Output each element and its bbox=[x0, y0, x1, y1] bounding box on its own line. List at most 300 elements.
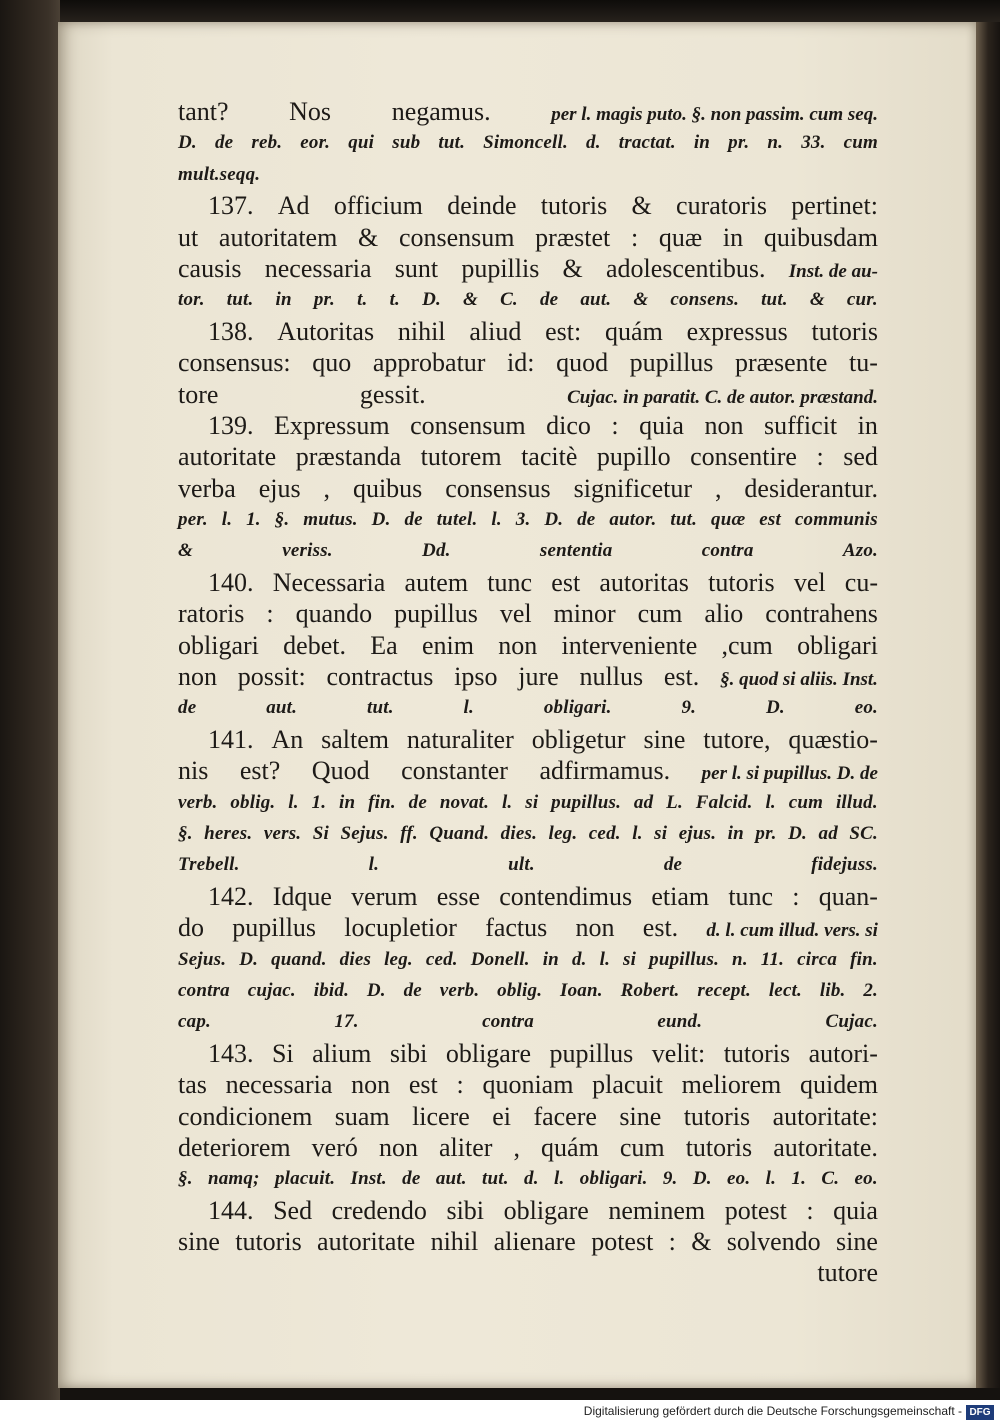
text-line bbox=[178, 535, 878, 566]
word: §. bbox=[274, 509, 290, 531]
word: 143. bbox=[208, 1038, 254, 1068]
word: : bbox=[816, 442, 824, 472]
word: quia bbox=[833, 1195, 878, 1225]
word: ff. bbox=[400, 822, 418, 844]
word: fin. bbox=[368, 791, 396, 813]
word: 11. bbox=[760, 948, 785, 970]
text-line bbox=[178, 598, 878, 629]
word: : bbox=[456, 1070, 464, 1100]
word: deteriorem bbox=[178, 1132, 291, 1162]
word: de bbox=[403, 979, 422, 1001]
word: in bbox=[727, 822, 744, 844]
word: ut bbox=[178, 222, 199, 252]
word: D. bbox=[366, 979, 386, 1001]
word: necessaria bbox=[264, 253, 372, 283]
word: l. bbox=[765, 1168, 777, 1190]
text-line bbox=[178, 849, 878, 880]
word: l. bbox=[554, 1168, 565, 1190]
word: contra bbox=[482, 1011, 534, 1033]
word: nis bbox=[178, 756, 209, 786]
word: namq; bbox=[207, 1168, 260, 1190]
word: recept. bbox=[697, 979, 751, 1001]
word: D. bbox=[544, 509, 564, 531]
word: necessaria bbox=[225, 1070, 333, 1100]
word: 139. bbox=[208, 410, 254, 440]
text-line bbox=[178, 316, 878, 347]
word: tut. bbox=[226, 289, 254, 311]
word: placuit bbox=[592, 1070, 663, 1100]
word: sed bbox=[843, 442, 878, 472]
word: negamus. bbox=[391, 97, 491, 126]
word: quæstio- bbox=[788, 724, 878, 754]
word: potest bbox=[591, 1227, 654, 1257]
word: de bbox=[178, 697, 197, 719]
word: ced. bbox=[588, 822, 621, 844]
word: sine bbox=[619, 1101, 662, 1131]
word: solvendo bbox=[726, 1227, 821, 1257]
word: 33. bbox=[801, 132, 826, 154]
word: Quand. bbox=[429, 822, 490, 844]
word: quod bbox=[556, 348, 609, 378]
word: tutore, bbox=[703, 724, 771, 754]
word: est. bbox=[642, 913, 679, 943]
word: l. bbox=[368, 854, 380, 876]
word: l. bbox=[463, 697, 474, 719]
word: consens. bbox=[670, 289, 740, 311]
text-line bbox=[178, 975, 878, 1006]
word: D. bbox=[239, 948, 259, 970]
word: per. bbox=[178, 509, 208, 531]
word: causis bbox=[178, 253, 242, 283]
word: Donell. bbox=[470, 948, 530, 970]
word: pupillus. bbox=[649, 948, 720, 970]
word: ratoris bbox=[178, 599, 245, 629]
word: aut. bbox=[435, 1168, 467, 1190]
word: est? bbox=[239, 756, 281, 786]
word: Sed bbox=[273, 1195, 313, 1225]
citation: Inst. de au- bbox=[788, 260, 878, 282]
word: & bbox=[809, 289, 825, 311]
text-line bbox=[178, 755, 878, 786]
word: : bbox=[792, 881, 800, 911]
word: l. bbox=[491, 509, 502, 531]
text-line bbox=[178, 1226, 878, 1257]
word: non bbox=[704, 410, 744, 440]
word: dico bbox=[546, 410, 591, 440]
word: id: bbox=[507, 348, 535, 378]
word: sibi bbox=[389, 1038, 428, 1068]
word: Simoncell. bbox=[483, 132, 568, 154]
page-text-block bbox=[178, 96, 878, 1289]
word: ,cum bbox=[721, 630, 773, 660]
word: si bbox=[654, 822, 668, 844]
word: aut. bbox=[580, 289, 612, 311]
word: & bbox=[178, 540, 193, 562]
text-line bbox=[178, 473, 878, 504]
word: ad bbox=[818, 822, 838, 844]
word: pupillis bbox=[461, 253, 540, 283]
word: significetur bbox=[573, 473, 693, 503]
word: C. bbox=[821, 1168, 840, 1190]
word: sufficit bbox=[763, 410, 838, 440]
word: fidejuss. bbox=[811, 854, 878, 876]
word: est. bbox=[663, 662, 700, 692]
word: non bbox=[498, 630, 538, 660]
word: saltem bbox=[321, 724, 389, 754]
word: adolescentibus. bbox=[605, 253, 766, 283]
word: n. bbox=[767, 132, 784, 154]
word: tacitè bbox=[521, 442, 578, 472]
word: deinde bbox=[447, 191, 517, 221]
word: debet. bbox=[283, 630, 346, 660]
word: 9. bbox=[662, 1168, 678, 1190]
text-line bbox=[178, 1163, 878, 1194]
word: in bbox=[722, 222, 744, 252]
word: SC. bbox=[849, 822, 878, 844]
word: possit: bbox=[237, 662, 306, 692]
text-line bbox=[178, 661, 878, 692]
word: si bbox=[525, 791, 539, 813]
word: Idque bbox=[272, 881, 332, 911]
word: Azo. bbox=[842, 540, 878, 562]
word: obligetur bbox=[531, 724, 626, 754]
word: non bbox=[378, 1132, 418, 1162]
word: factus bbox=[485, 913, 548, 943]
word: interveniente bbox=[561, 630, 698, 660]
word: facere bbox=[533, 1101, 597, 1131]
word: officium bbox=[333, 191, 423, 221]
word: meliorem bbox=[681, 1070, 782, 1100]
word: obligare bbox=[503, 1195, 589, 1225]
word: D. bbox=[178, 132, 197, 154]
word: non bbox=[178, 662, 217, 692]
word: vers. bbox=[263, 822, 302, 844]
word: autor. bbox=[609, 509, 657, 531]
word: eor. bbox=[300, 132, 331, 154]
word: 141. bbox=[208, 724, 254, 754]
word: Sejus. bbox=[340, 822, 389, 844]
word: est bbox=[759, 509, 782, 531]
text-line bbox=[178, 347, 878, 378]
book-right-edge bbox=[976, 22, 1000, 1388]
word: cum bbox=[788, 791, 824, 813]
word: pr. bbox=[728, 132, 750, 154]
word: §. bbox=[178, 822, 193, 844]
word: quæ bbox=[711, 509, 746, 531]
word: t. bbox=[389, 289, 401, 311]
word: : bbox=[668, 1227, 676, 1257]
word: sine bbox=[643, 724, 686, 754]
word: tutoris bbox=[811, 316, 878, 346]
text-line bbox=[178, 1101, 878, 1132]
digitization-footer bbox=[0, 1400, 1000, 1427]
word: leg. bbox=[384, 948, 413, 970]
word: cu- bbox=[844, 567, 878, 597]
word: de bbox=[539, 289, 559, 311]
word: consensus: bbox=[178, 348, 291, 378]
word: autoritate: bbox=[772, 1101, 878, 1131]
word: præstet bbox=[535, 222, 611, 252]
word: oblig. bbox=[497, 979, 543, 1001]
word: : bbox=[266, 599, 274, 629]
word: ejus. bbox=[678, 822, 717, 844]
word: quand. bbox=[271, 948, 327, 970]
word: tutel. bbox=[436, 509, 478, 531]
word: n. bbox=[732, 948, 748, 970]
word: tu- bbox=[849, 348, 878, 378]
word: vel bbox=[793, 567, 826, 597]
word: tutoris bbox=[685, 1132, 753, 1162]
citation: §. quod si aliis. Inst. bbox=[720, 669, 878, 691]
word: tore bbox=[178, 379, 219, 409]
word: eo. bbox=[854, 697, 878, 719]
text-line bbox=[178, 96, 878, 127]
word: & bbox=[562, 253, 583, 283]
word: 142. bbox=[208, 881, 254, 911]
citation: Cujac. in paratit. C. de autor. præstand. bbox=[567, 386, 878, 408]
word: de bbox=[663, 854, 683, 876]
word: alio bbox=[704, 599, 744, 629]
word: pupillus. bbox=[551, 791, 622, 813]
word: , bbox=[513, 1132, 520, 1162]
word: Necessaria bbox=[272, 567, 386, 597]
citation: per l. magis puto. §. non passim. cum seq. bbox=[551, 104, 878, 125]
word: in bbox=[339, 791, 356, 813]
word: : bbox=[611, 410, 619, 440]
word: do bbox=[178, 913, 204, 943]
text-line bbox=[178, 692, 878, 723]
text-line bbox=[178, 912, 878, 943]
word: naturaliter bbox=[406, 724, 514, 754]
word: leg. bbox=[548, 822, 578, 844]
word: Ioan. bbox=[560, 979, 603, 1001]
word: jure bbox=[518, 662, 559, 692]
word: gessit. bbox=[359, 379, 426, 409]
word: in bbox=[275, 289, 292, 311]
word: : bbox=[806, 1195, 814, 1225]
word: quibusdam bbox=[763, 222, 878, 252]
word: Expressum bbox=[274, 410, 390, 440]
word: aut. bbox=[266, 697, 298, 719]
word: verb. bbox=[178, 791, 218, 813]
word: tut. bbox=[438, 132, 466, 154]
word: & bbox=[633, 289, 649, 311]
text-line bbox=[178, 1069, 878, 1100]
word: 9. bbox=[681, 697, 697, 719]
word: tutorem bbox=[420, 442, 502, 472]
text-line bbox=[178, 1195, 878, 1226]
word: contractus bbox=[326, 662, 434, 692]
word: & bbox=[691, 1227, 712, 1257]
word: autori- bbox=[808, 1038, 878, 1068]
word: Nos bbox=[289, 97, 332, 126]
word: obligari bbox=[178, 630, 259, 660]
word: & bbox=[631, 191, 652, 221]
text-line bbox=[178, 159, 878, 190]
word: An bbox=[271, 724, 304, 754]
word: consensum bbox=[410, 410, 526, 440]
word: in bbox=[693, 132, 711, 154]
word: locupletior bbox=[344, 913, 457, 943]
word: D. bbox=[371, 509, 391, 531]
word: fin. bbox=[850, 948, 878, 970]
word: veró bbox=[311, 1132, 358, 1162]
word: ibid. bbox=[313, 979, 350, 1001]
word: quám bbox=[541, 1132, 599, 1162]
text-line bbox=[178, 253, 878, 284]
word: velit: bbox=[651, 1038, 706, 1068]
word: esse bbox=[436, 881, 481, 911]
word: quibus bbox=[352, 473, 423, 503]
word: mult. bbox=[178, 163, 220, 185]
word: non bbox=[575, 913, 615, 943]
word: tant? bbox=[178, 97, 229, 126]
word: præsente bbox=[735, 348, 828, 378]
word: autoritas bbox=[599, 567, 689, 597]
word: mutus. bbox=[303, 509, 358, 531]
word: sine bbox=[178, 1227, 220, 1257]
word: tunc bbox=[487, 567, 533, 597]
word: neminem bbox=[608, 1195, 706, 1225]
word: obligari. bbox=[543, 697, 612, 719]
word: qui bbox=[348, 132, 375, 154]
word: alienare bbox=[493, 1227, 576, 1257]
word: eund. bbox=[657, 1011, 703, 1033]
word: obligari. bbox=[579, 1168, 648, 1190]
word: C. bbox=[500, 289, 518, 311]
text-line bbox=[178, 284, 878, 315]
word: cum bbox=[637, 599, 683, 629]
word: tut. bbox=[761, 289, 788, 311]
text-line bbox=[178, 127, 878, 158]
word: de bbox=[577, 509, 596, 531]
word: quám bbox=[605, 316, 663, 346]
text-line bbox=[178, 630, 878, 661]
word: , bbox=[323, 473, 331, 503]
word: constanter bbox=[401, 756, 508, 786]
word: Sejus. bbox=[178, 948, 227, 970]
text-line bbox=[178, 222, 878, 253]
word: de bbox=[404, 509, 423, 531]
word: 137. bbox=[208, 191, 254, 221]
word: cum bbox=[619, 1132, 665, 1162]
word: tut. bbox=[670, 509, 698, 531]
word: aliter bbox=[439, 1132, 493, 1162]
word: verba bbox=[178, 473, 236, 503]
word: non bbox=[351, 1070, 391, 1100]
text-line bbox=[178, 190, 878, 221]
word: sententia bbox=[539, 540, 613, 562]
text-line bbox=[178, 1006, 878, 1037]
word: Si bbox=[312, 822, 329, 844]
word: consensus bbox=[445, 473, 551, 503]
word: l. bbox=[221, 509, 233, 531]
text-line bbox=[178, 1132, 878, 1163]
word: si bbox=[623, 948, 637, 970]
word: d. bbox=[586, 132, 601, 154]
word: autoritate bbox=[317, 1227, 416, 1257]
word: est: bbox=[545, 316, 582, 346]
word: heres. bbox=[204, 822, 253, 844]
word: tractat. bbox=[618, 132, 676, 154]
word: pupillus bbox=[394, 599, 478, 629]
word: etiam bbox=[651, 881, 710, 911]
word: ad bbox=[633, 791, 654, 813]
word: de bbox=[408, 791, 428, 813]
word: quia bbox=[639, 410, 684, 440]
word: aliud bbox=[469, 316, 522, 346]
word: ei bbox=[492, 1101, 511, 1131]
word: de bbox=[214, 132, 234, 154]
word: de bbox=[402, 1168, 421, 1190]
word: contra bbox=[178, 979, 230, 1001]
catchword-line bbox=[178, 1257, 878, 1288]
word: licere bbox=[412, 1101, 470, 1131]
word: in bbox=[857, 410, 878, 440]
word: & bbox=[358, 222, 379, 252]
word: D. bbox=[692, 1168, 712, 1190]
word: communis bbox=[794, 509, 878, 531]
text-line bbox=[178, 504, 878, 535]
word: 140. bbox=[208, 567, 254, 597]
word: contrahens bbox=[765, 599, 878, 629]
word: tutoris bbox=[540, 191, 608, 221]
word: d. bbox=[571, 948, 587, 970]
word: cap. bbox=[178, 1011, 211, 1033]
word: est bbox=[408, 1070, 438, 1100]
word: l. bbox=[599, 948, 611, 970]
text-line bbox=[178, 944, 878, 975]
word: quan- bbox=[818, 881, 878, 911]
word: minor bbox=[553, 599, 616, 629]
word: pr. bbox=[313, 289, 336, 311]
word: autem bbox=[404, 567, 469, 597]
text-line bbox=[178, 818, 878, 849]
book-spine bbox=[0, 0, 60, 1400]
word: tutoris bbox=[683, 1101, 751, 1131]
word: desiderantur. bbox=[744, 473, 878, 503]
word: l. bbox=[632, 822, 643, 844]
word: ced. bbox=[425, 948, 458, 970]
dfg-credit: Digitalisierung gefördert durch die Deutsche Forschungsgemeinschaft - bbox=[583, 1404, 962, 1418]
word: nullus bbox=[579, 662, 644, 692]
text-line bbox=[178, 379, 878, 410]
text-line bbox=[178, 1038, 878, 1069]
word: quidem bbox=[800, 1070, 878, 1100]
word: tut. bbox=[366, 697, 394, 719]
word: alium bbox=[312, 1038, 372, 1068]
word: tutoris bbox=[235, 1227, 302, 1257]
word: Ad bbox=[277, 191, 310, 221]
word: tutoris bbox=[723, 1038, 791, 1068]
word: Falcid. bbox=[695, 791, 753, 813]
word: tut. bbox=[482, 1168, 509, 1190]
citation: d. l. cum illud. vers. si bbox=[706, 920, 878, 942]
word: nihil bbox=[397, 316, 446, 346]
text-line bbox=[178, 787, 878, 818]
word: circa bbox=[797, 948, 838, 970]
word: pr. bbox=[755, 822, 777, 844]
word: Cujac. bbox=[825, 1011, 878, 1033]
word: ult. bbox=[508, 854, 535, 876]
word: consentire bbox=[690, 442, 797, 472]
word: expressus bbox=[686, 316, 788, 346]
word: quæ bbox=[658, 222, 703, 252]
word: lib. bbox=[819, 979, 846, 1001]
word: illud. bbox=[835, 791, 878, 813]
word: lect. bbox=[768, 979, 803, 1001]
word: consensum bbox=[398, 222, 515, 252]
